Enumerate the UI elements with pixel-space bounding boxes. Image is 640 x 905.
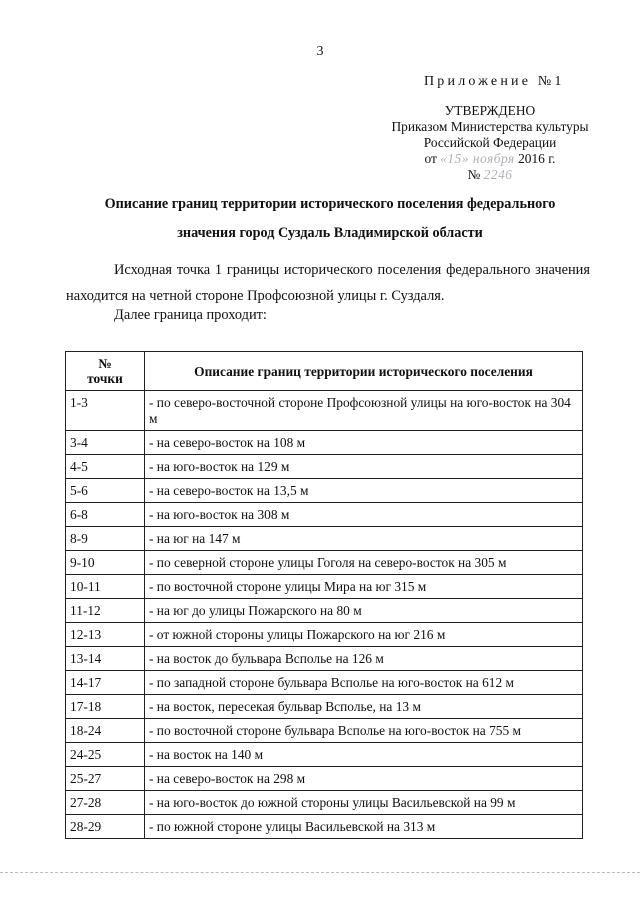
boundary-description-cell: - на юго-восток на 308 м	[145, 503, 583, 527]
title-line-2: значения город Суздаль Владимирской области	[177, 225, 483, 241]
boundary-description-cell: - на восток на 140 м	[145, 743, 583, 767]
number-prefix: №	[467, 167, 481, 182]
boundary-description-cell: - на северо-восток на 13,5 м	[145, 479, 583, 503]
approved-label: УТВЕРЖДЕНО	[444, 103, 536, 118]
boundary-description-cell: - по западной стороне бульвара Всполье на юго-восток на 612 м	[145, 671, 583, 695]
point-range-cell: 6-8	[66, 503, 145, 527]
point-range-cell: 18-24	[66, 719, 145, 743]
approval-order-line: Приказом Министерства культуры	[391, 119, 589, 134]
header-description: Описание границ территории исторического поселения	[145, 352, 583, 391]
boundary-description-cell: - по восточной стороне бульвара Всполье на юго-восток на 755 м	[145, 719, 583, 743]
point-range-cell: 17-18	[66, 695, 145, 719]
point-range-cell: 13-14	[66, 647, 145, 671]
boundary-description-cell: - по северо-восточной стороне Профсоюзной улицы на юго-восток на 304 м	[145, 391, 583, 431]
point-range-cell: 27-28	[66, 791, 145, 815]
document-title	[60, 190, 600, 248]
date-year: 2016 г.	[518, 151, 556, 166]
table-row	[66, 479, 583, 503]
boundary-description-cell: - на юго-восток до южной стороны улицы Васильевской на 99 м	[145, 791, 583, 815]
appendix-label: Приложение №1	[424, 74, 565, 89]
table-row	[66, 391, 583, 431]
table-row	[66, 527, 583, 551]
table-row	[66, 695, 583, 719]
table-row	[66, 431, 583, 455]
approval-block	[380, 103, 600, 183]
point-range-cell: 3-4	[66, 431, 145, 455]
header-num-word: точки	[87, 371, 123, 386]
table-body	[66, 391, 583, 839]
boundary-description-cell: - на юго-восток на 129 м	[145, 455, 583, 479]
boundary-description-cell: - на северо-восток на 298 м	[145, 767, 583, 791]
boundary-description-cell: - на юг до улицы Пожарского на 80 м	[145, 599, 583, 623]
page-bottom-edge	[0, 872, 640, 873]
table-row	[66, 767, 583, 791]
table-row	[66, 743, 583, 767]
table-row	[66, 719, 583, 743]
point-range-cell: 1-3	[66, 391, 145, 431]
point-range-cell: 12-13	[66, 623, 145, 647]
date-handwritten: «15» ноября	[440, 151, 515, 166]
approval-date-line	[380, 151, 600, 167]
table-row	[66, 671, 583, 695]
point-range-cell: 28-29	[66, 815, 145, 839]
table-row	[66, 503, 583, 527]
point-range-cell: 10-11	[66, 575, 145, 599]
intro-paragraph	[66, 257, 590, 309]
boundary-description-cell: - на восток, пересекая бульвар Всполье, на 13 м	[145, 695, 583, 719]
approval-number-line	[380, 167, 600, 183]
boundary-description-cell: - по северной стороне улицы Гоголя на северо-восток на 305 м	[145, 551, 583, 575]
point-range-cell: 4-5	[66, 455, 145, 479]
table-row	[66, 575, 583, 599]
intro-paragraph-text: Исходная точка 1 границы исторического поселения федерального значения находится на четной стороне Профсоюзной улицы г. Суздаля.	[66, 262, 590, 304]
header-num-symbol: №	[98, 356, 112, 371]
boundary-description-cell: - на северо-восток на 108 м	[145, 431, 583, 455]
point-range-cell: 24-25	[66, 743, 145, 767]
table-row	[66, 623, 583, 647]
table-header-row	[66, 352, 583, 391]
page-number: 3	[316, 44, 324, 59]
boundary-description-cell: - на восток до бульвара Всполье на 126 м	[145, 647, 583, 671]
table-row	[66, 551, 583, 575]
boundary-description-cell: - от южной стороны улицы Пожарского на юг 216 м	[145, 623, 583, 647]
boundary-description-cell: - по восточной стороне улицы Мира на юг 315 м	[145, 575, 583, 599]
boundary-description-cell: - по южной стороне улицы Васильевской на 313 м	[145, 815, 583, 839]
point-range-cell: 11-12	[66, 599, 145, 623]
header-point-number	[66, 352, 145, 391]
point-range-cell: 8-9	[66, 527, 145, 551]
point-range-cell: 14-17	[66, 671, 145, 695]
point-range-cell: 5-6	[66, 479, 145, 503]
table-row	[66, 815, 583, 839]
table-row	[66, 455, 583, 479]
number-handwritten: 2246	[483, 167, 513, 182]
boundary-intro: Далее граница проходит:	[114, 307, 267, 323]
point-range-cell: 9-10	[66, 551, 145, 575]
table-row	[66, 791, 583, 815]
table-row	[66, 599, 583, 623]
title-line-1: Описание границ территории исторического поселения федерального	[104, 196, 556, 212]
date-prefix: от	[424, 151, 437, 166]
table-row	[66, 647, 583, 671]
approval-federation-line: Российской Федерации	[423, 135, 557, 150]
point-range-cell: 25-27	[66, 767, 145, 791]
boundary-description-cell: - на юг на 147 м	[145, 527, 583, 551]
boundary-table	[65, 351, 583, 839]
